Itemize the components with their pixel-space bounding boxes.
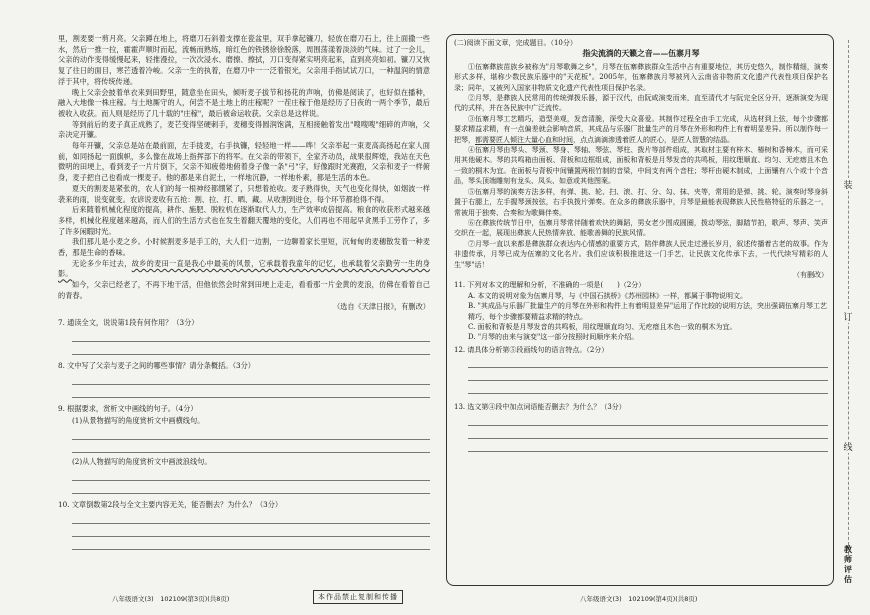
question-11-option-a[interactable]: A. 本文的说明对象为伍寨月琴，与《中国石拱桥》《苏州园林》一样，都属于事物说明文。: [468, 291, 748, 300]
answer-line[interactable]: [72, 549, 430, 550]
passage-paragraph: 里，割麦要一剪月亮。父亲蹲在地上，将磨刀石斜着支撑在瓷盆里，双手拿起镰刀，轻放在磨刀石上，往上面撒一些水，然后一推一拉，霍霍声顺时而起，流畅而熟练，暗红色的铁锈徐徐脱落，周围荡漾着淡淡的气味。过了一会儿，父亲的动作变得缓慢起来，轻推漫拉，一次次浸水、磨擦、擦拭，刀口变得紧实明亮起来，直到亮亮如初。镰刀又恢复了往日的面目，寒芒透着冷峻。父亲一生的执着，在磨刀中一一泛着银光，父亲用手指试试刀口，一种温润的情意浮于其中，将传统传递。: [58, 34, 430, 86]
answer-line[interactable]: [72, 452, 430, 453]
question-9: 9. 根据要求，赏析文中画线的句子。（4分）: [58, 403, 198, 413]
underlined-phrase: 都需要匠人倾注大量心血和时间: [475, 135, 573, 144]
question-8: 8. 文中写了父亲与麦子之间的哪些事情？请分条概括。（3分）: [58, 360, 255, 370]
passage-paragraph: 如今，父亲已经老了，不再下地干活，但他依然会时常到田埂上走走，看看那一片金黄的麦浪，仿佛在看着自己的青春。: [58, 280, 430, 300]
passage-paragraph: 我们那儿是小麦之乡。小时候割麦多是手工的，大人们一边割，一边聊着家长里短，沉甸甸的麦穗散发着一种麦香，那是生命的香味。: [58, 237, 430, 258]
answer-line[interactable]: [72, 397, 430, 398]
passage-paragraph: ④伍寨月琴由琴头、琴颈、琴身、琴轴、琴弦、琴柱、拨片等部件组成，其取材主要有梓木、椿树和香樟木，而可采用其他硬木。琴的共鸣箱由面板、背板和边框组成，面板和背板是月琴发音的共鸣板，用纹理顺直、均匀、无疙瘩且木色一致的桐木为宜。在面板与背板中间镶置两根竹制的音梁，中间支有两个音柱；琴杆由硬木制成，上面镶有八个或十个音品，琴头顶端雕刻有龙头、凤头、如意或其他图案。: [454, 146, 828, 186]
answer-line[interactable]: [468, 393, 828, 394]
passage-paragraph: 每年开镰，父亲总是站在最前面，左手拢麦，右手执镰，轻轻地一样——哗！父亲举起一束麦高高扬起在家人面前，如同扬起一面旗帜，多么像在战场上指挥部下的将军。在父亲的带领下，全家齐动员，战果很辉煌，我站在天色微明的田埂上，看到麦子一片片倒下，父亲不知疲倦地俯着身子像一条"弓"字，好像跟时光赛跑，父亲和麦子一样俯身，麦子把自己也看成一棵麦子。他的都是来自泥土，一样地沉静，一样地朴素，都是生活的本色。: [58, 141, 430, 183]
question-7: 7. 通读全文，说说第1段有何作用？（3分）: [58, 318, 199, 328]
source-note: （有删改）: [793, 270, 828, 279]
passage-paragraph: ⑥在彝族传统节日中，伍寨月琴常伴随着欢快的舞蹈，男女老少围成圆圈，拨动琴弦，脚踏节拍，歌声、琴声、笑声交织在一起，展现出彝族人民热情奔放、能歌善舞的民族风情。: [454, 218, 828, 238]
answer-line[interactable]: [72, 493, 430, 494]
binding-dashed-line: [848, 40, 849, 560]
answer-line[interactable]: [468, 367, 828, 368]
answer-line[interactable]: [468, 425, 828, 426]
answer-line[interactable]: [72, 341, 430, 342]
answer-line[interactable]: [72, 536, 430, 537]
section-heading: (二)阅读下面文章，完成题目。（10分）: [454, 39, 577, 47]
question-11-option-c[interactable]: C. 面板和背板是月琴发音的共鸣板，用纹理顺直均匀、无疙瘩且木色一致的桐木为宜。: [468, 322, 737, 331]
passage-paragraph: ⑦月琴一直以来都是彝族群众表达内心情感的重要方式，陪伴彝族人民走过漫长岁月，叙述传播着古老的故事。作为非遗传承，月琴已成为伍寨的文化名片。我们应该积极推进这一门手艺，让民族文化传承下去，一代代续写精彩的人生"琴"话！: [454, 239, 828, 269]
passage-paragraph: ①伍寨彝族苗族乡被称为"月琴歌舞之乡"，月琴在伍寨彝族群众生活中占有重要地位，其历史悠久，制作精细，演奏形式多样，堪称少数民族乐器中的"天花板"。2005年，伍寨彝族月琴被列入云南省非物质文化遗产代表性项目保护名录；同年，又被列入国家非物质文化遗产代表性项目保护名录。: [454, 62, 828, 92]
passage-paragraph: 后来随着机械化程度的提高，耕作、施肥、脱粒机在逐渐取代人力，生产效率成倍提高。粮食的收获形式越来越多样，机械化程度越来越高，而人们的生活方式也在发生着翻天覆地的变化，人们再也不用起早贪黑手工劳作了，多了许多闲暇时光。: [58, 205, 430, 236]
answer-line[interactable]: [468, 451, 828, 452]
answer-line[interactable]: [72, 439, 430, 440]
question-13: 13. 选文第④段中加点词语能否删去？为什么？（3分）: [454, 403, 626, 412]
question-10: 10. 文章倒数第2段与全文主要内容无关，能否删去？为什么？（3分）: [58, 499, 283, 509]
binding-label-zhuang: 装: [841, 178, 855, 191]
wavy-underlined-sentence: 故乡的麦田一直是我心中最美的风景，它承载着我童年的记忆，也承载着父亲勤劳一生的身影。: [58, 258, 430, 279]
passage-paragraph: 等到前后的麦子真正成熟了，麦芒变得坚硬刺手，麦穗变得圆润饱满，互相接触着发出"嗖嗖嗖"细碎的声响，父亲决定开镰。: [58, 119, 430, 140]
answer-line[interactable]: [72, 523, 430, 524]
right-column: [454, 38, 828, 583]
question-11-option-b[interactable]: B. "其成品与乐器厂批量生产的月琴在外形和构件上有着明显差异"运用了作比较的说明方法，突出强调伍寨月琴工艺精巧，每个步骤都要精益求精的特点。: [468, 302, 828, 321]
question-12: 12. 请具体分析第⑤段画线句的语言特点。（2分）: [454, 345, 609, 354]
answer-line[interactable]: [72, 354, 430, 355]
page-footer-left: 八年级语文(3) 102109(第3页)(共8页): [112, 595, 230, 603]
question-9-part-1: (1)从景物描写的角度赏析文中画横线句。: [72, 416, 205, 426]
left-column: [58, 34, 430, 569]
passage-paragraph: ③伍寨月琴工艺精巧，造型美观，发音清脆，深受大众喜爱。其制作过程全由手工完成，从选材到上弦，每个步骤都要求精益求精，有一点偏差就会影响音质，其成品与乐器厂批量生产的月琴在外形和构件上有着明显差异。所以制作每一把琴，都需要匠人倾注大量心血和时间，点点滴滴渗透着匠人的匠心，是匠人智慧的结晶。: [454, 114, 828, 144]
passage-paragraph: 无论多少年过去，故乡的麦田一直是我心中最美的风景，它承载着我童年的记忆，也承载着父亲勤劳一生的身影。: [58, 258, 430, 279]
answer-line[interactable]: [468, 438, 828, 439]
answer-line[interactable]: [72, 384, 430, 385]
passage-paragraph: ②月琴，是彝族人民常用的传统弹拨乐器，源于汉代，由阮咸演变而来，直至清代才与阮完全区分开，逐渐演变为现代的式样，并在各民族中广泛流传。: [454, 94, 828, 113]
answer-line[interactable]: [468, 380, 828, 381]
passage-paragraph: 夏天的割麦是紧张的，农人们的每一根神经都绷紧了，只想着抢收。麦子熟得快，天气也变化得快，如烟波一样袭来的雨，说变就变。农谚说麦收有五抢：割、拉、打、晒、藏。从收割到进仓，每个环节都抢得不得。: [58, 183, 430, 204]
question-11: 11. 下列对本文的理解和分析，不准确的一项是( )（2分）: [454, 281, 646, 290]
passage-paragraph: 晚上父亲会披着单衣来到田野里，随意坐在田头，倾听麦子拔节和扬花的声响，仿佛是阅读了，也好似在播种，融入大地像一株庄稼。与土地厮守的人，何尝不是土地上的庄稼呢？一茬庄稼于他是经历了日夜的一两个季节，最后被收入收获。而人则是经历了几十载的"庄稼"，最后被命运收获。父亲总是这样说。: [58, 87, 430, 118]
question-9-part-2: (2)从人物描写的角度赏析文中画波浪线句。: [72, 457, 212, 467]
passage-paragraph: ⑤伍寨月琴的演奏方法多样，有弹、挑、轮、扫、滚、打、分、勾、抹、夹等，常用的是弹、挑、轮。演奏时琴身斜置于右腿上，左手握琴颈按弦，右手执拨片弹奏。在众多的彝族乐器中，月琴是最能表现彝族人民性格特征的乐器之一，常被用于独奏、合奏和为歌舞伴奏。: [454, 187, 828, 217]
source-note: （选自《天津日报》，有删改）: [332, 301, 430, 311]
passage-title: 指尖流淌的天籁之音——伍寨月琴: [582, 49, 700, 59]
binding-label-xian: 线: [841, 440, 855, 453]
copy-notice: 本作品禁止复制和传播: [313, 590, 403, 604]
question-11-option-d[interactable]: D. "月琴的由来与演变"这一部分按照时间顺序来介绍。: [468, 333, 639, 342]
answer-line[interactable]: [72, 480, 430, 481]
page-footer-right: 八年级语文(3) 102109(第4页)(共8页): [580, 595, 698, 603]
teacher-comment-label: 教师评估: [844, 545, 852, 584]
binding-label-ding: 订: [841, 310, 855, 323]
